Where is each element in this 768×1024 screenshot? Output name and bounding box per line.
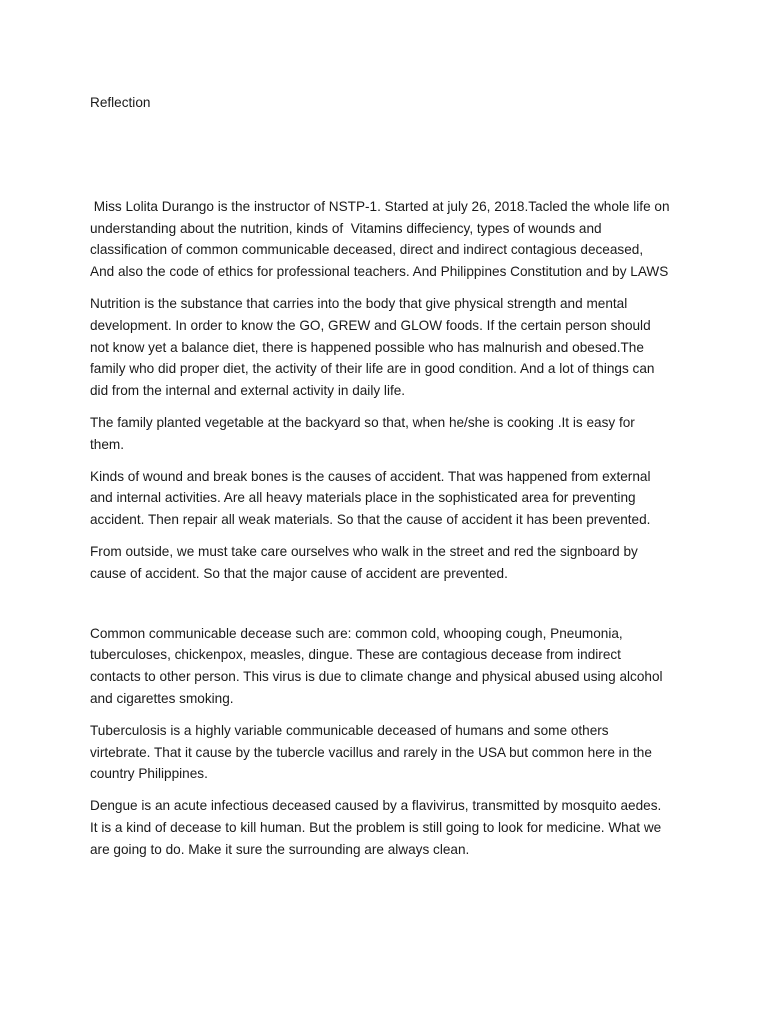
spacer <box>90 114 690 196</box>
paragraph-communicable: Common communicable decease such are: common cold, whooping cough, Pneumonia, tuberculoses, chickenpox, measles, dingue. These are contagious decease from indirect contacts to other person. This virus is due to climate change and physical abused using alcohol and cigarettes smoking. <box>90 625 663 706</box>
spacer <box>90 710 690 720</box>
paragraph-vegetable: The family planted vegetable at the backyard so that, when he/she is cooking .It is easy for them. <box>90 414 635 452</box>
document-title: Reflection <box>90 95 151 110</box>
paragraph-dengue: Dengue is an acute infectious deceased caused by a flavivirus, transmitted by mosquito aedes. It is a kind of decease to kill human. But the problem is still going to look for medicine. What we are going to do. Make it sure the surrounding are always clean. <box>90 798 662 857</box>
paragraph-wounds: Kinds of wound and break bones is the causes of accident. That was happened from external and internal activities. Are all heavy materials place in the sophisticated area for preventing accident. Then repair all weak materials. So that the cause of accident it has been prevented. <box>90 468 651 528</box>
paragraph-instructor: Miss Lolita Durango is the instructor of NSTP-1. Started at july 26, 2018.Tacled the whole life on understanding about the nutrition, kinds of Vitamins diffeciency, types of wounds and classification of common communicable deceased, direct and indirect contagious deceased, And also the code of ethics for professional teachers. And Philippines Constitution and by LAWS <box>90 198 670 280</box>
paragraph-outside: From outside, we must take care ourselves who walk in the street and red the signboard by cause of accident. So that the major cause of accident are prevented. <box>90 543 638 581</box>
spacer <box>90 283 690 293</box>
spacer <box>90 785 690 795</box>
spacer <box>90 531 690 541</box>
spacer <box>90 585 690 623</box>
document-body <box>90 92 690 861</box>
paragraph-tuberculosis: Tuberculosis is a highly variable communicable deceased of humans and some others virtebrate. That it cause by the tubercle vacillus and rarely in the USA but common here in the country Philippines. <box>90 722 652 782</box>
spacer <box>90 456 690 466</box>
paragraph-nutrition: Nutrition is the substance that carries into the body that give physical strength and mental development. In order to know the GO, GREW and GLOW foods. If the certain person should not know yet a balance diet, there is happened possible who has malnurish and obesed.The family who did proper diet, the activity of their life are in good condition. And a lot of things can did from the internal and external activity in daily life. <box>90 295 655 399</box>
spacer <box>90 402 690 412</box>
